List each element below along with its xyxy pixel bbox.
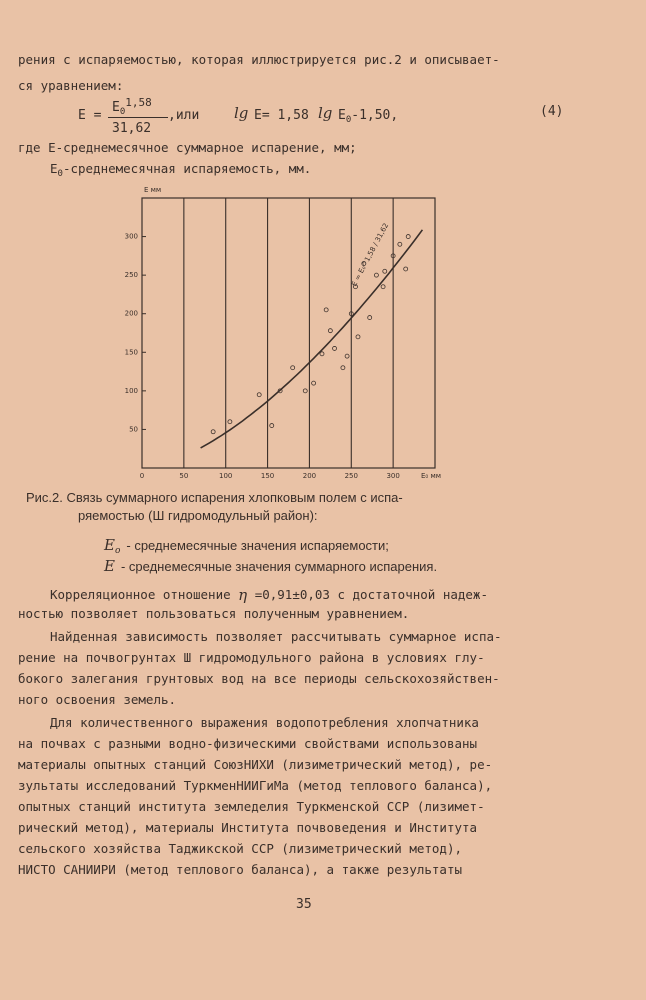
- eq-rhs-tail: -1,50,: [351, 108, 399, 123]
- data-point-19: [374, 273, 378, 277]
- para-3-line-3: материалы опытных станций СоюзНИХИ (лизиметрический метод), ре-: [18, 757, 493, 772]
- eta-symbol: η: [238, 586, 248, 604]
- data-point-24: [404, 267, 408, 271]
- y-tick-label-250: 250: [124, 271, 138, 280]
- eq-num-exp: 1,58: [125, 96, 152, 109]
- fraction-bar: [108, 117, 168, 118]
- x-axis-label: E₀ мм: [421, 472, 442, 480]
- legend-e0-e: E: [104, 536, 115, 554]
- para-3-line-5: опытных станций института земледелия Туркменской ССР (лизимет-: [18, 799, 485, 814]
- p1-b: =0,91±0,03 с достаточной надеж-: [254, 587, 488, 602]
- x-tick-label-0: 0: [139, 472, 145, 480]
- where2-e: E: [50, 161, 58, 176]
- eq-rhs-e: E: [338, 108, 346, 123]
- legend-e-text: - среднемесячные значения суммарного испарения.: [120, 559, 438, 574]
- data-point-21: [383, 269, 387, 273]
- legend-e0-symbol: [104, 536, 120, 554]
- y-tick-label-50: 50: [129, 425, 138, 434]
- y-tick-label-200: 200: [124, 309, 138, 318]
- data-point-23: [398, 242, 402, 246]
- data-point-10: [328, 329, 332, 333]
- x-tick-label-200: 200: [302, 472, 317, 480]
- equation-number: (4): [540, 104, 564, 119]
- figure-caption-line-1: Рис.2. Связь суммарного испарения хлопковым полем с испа-: [26, 490, 403, 505]
- p1-a: Корреляционное отношение: [50, 587, 231, 602]
- eq-num-sub: 0: [119, 107, 126, 117]
- x-tick-label-150: 150: [260, 472, 275, 480]
- data-point-2: [257, 393, 261, 397]
- eq-lg-1: lg: [234, 104, 249, 122]
- legend-line-2: [104, 557, 437, 575]
- para-1-line-1: [50, 585, 488, 603]
- eq-numerator: [112, 96, 152, 117]
- figure-caption-line-2: ряемостью (Ш гидромодульный район):: [78, 508, 318, 523]
- where2-sub: 0: [57, 169, 63, 179]
- text-line-1: рения с испаряемостью, которая иллюстрируется рис.2 и описывает-: [18, 52, 500, 67]
- para-2-line-4: ного освоения земель.: [18, 692, 177, 707]
- data-point-9: [324, 308, 328, 312]
- eq-or: ,или: [168, 108, 200, 123]
- para-3-line-7: сельского хозяйства Таджикской ССР (лизиметрический метод),: [18, 841, 463, 856]
- para-2-line-1: Найденная зависимость позволяет рассчитывать суммарное испа-: [50, 629, 502, 644]
- legend-e0-text: - среднемесячные значения испаряемости;: [126, 538, 389, 553]
- data-point-3: [270, 424, 274, 428]
- para-3-line-8: НИСТО САНИИРИ (метод теплового баланса), а также результаты: [18, 862, 463, 877]
- legend-e0-sub: o: [114, 546, 121, 556]
- data-point-1: [228, 420, 232, 424]
- data-point-0: [211, 430, 215, 434]
- data-point-12: [341, 366, 345, 370]
- data-point-11: [333, 346, 337, 350]
- data-point-25: [406, 235, 410, 239]
- y-axis-label: E мм: [144, 186, 162, 194]
- eq-mid: E= 1,58: [254, 108, 309, 123]
- y-tick-label-100: 100: [124, 386, 138, 395]
- para-2-line-3: бокого залегания грунтовых вод на все периоды сельскохозяйствен-: [18, 671, 500, 686]
- plot-frame: [142, 198, 435, 468]
- where-line-1: где E-среднемесячное суммарное испарение, мм;: [18, 140, 357, 155]
- regression-curve: [201, 230, 423, 448]
- x-tick-label-100: 100: [219, 472, 233, 480]
- x-tick-label-250: 250: [344, 472, 358, 480]
- para-3-line-6: рический метод), материалы Института почвоведения и Института: [18, 820, 478, 835]
- x-tick-label-300: 300: [386, 472, 400, 480]
- eq-lg-2: lg: [318, 104, 333, 122]
- where-line-2: [50, 161, 311, 179]
- y-tick-label-150: 150: [124, 348, 138, 357]
- data-point-7: [312, 381, 316, 385]
- eq-rhs-sub: 0: [345, 115, 352, 125]
- data-point-18: [368, 316, 372, 320]
- para-3-line-4: зультаты исследований ТуркменНИИГиМа (метод теплового баланса),: [18, 778, 493, 793]
- text-line-2: ся уравнением:: [18, 78, 124, 93]
- data-point-16: [356, 335, 360, 339]
- data-point-13: [345, 354, 349, 358]
- x-tick-label-50: 50: [179, 472, 189, 480]
- data-point-20: [381, 285, 385, 289]
- eq-num-e: E: [112, 100, 120, 115]
- para-3-line-1: Для количественного выражения водопотребления хлопчатника: [50, 715, 479, 730]
- legend-e-symbol: E: [104, 557, 115, 575]
- para-2-line-2: рение на почвогрунтах Ш гидромодульного района в условиях глу-: [18, 650, 485, 665]
- para-1-line-2: ностью позволяет пользоваться полученным уравнением.: [18, 606, 410, 621]
- eq-rhs: [338, 108, 398, 125]
- data-point-6: [303, 389, 307, 393]
- eq-lhs: E =: [78, 108, 102, 123]
- data-point-5: [291, 366, 295, 370]
- curve-label: E = E₀^1,58 / 31,62: [350, 221, 391, 288]
- eq-denominator: 31,62: [112, 121, 152, 136]
- y-tick-label-300: 300: [124, 232, 138, 241]
- scatter-chart: [100, 180, 450, 490]
- where2-text: -среднемесячная испаряемость, мм.: [62, 161, 312, 176]
- page-number: 35: [296, 897, 312, 912]
- para-3-line-2: на почвах с разными водно-физическими свойствами использованы: [18, 736, 478, 751]
- data-point-8: [320, 352, 324, 356]
- legend-line-1: [104, 536, 389, 556]
